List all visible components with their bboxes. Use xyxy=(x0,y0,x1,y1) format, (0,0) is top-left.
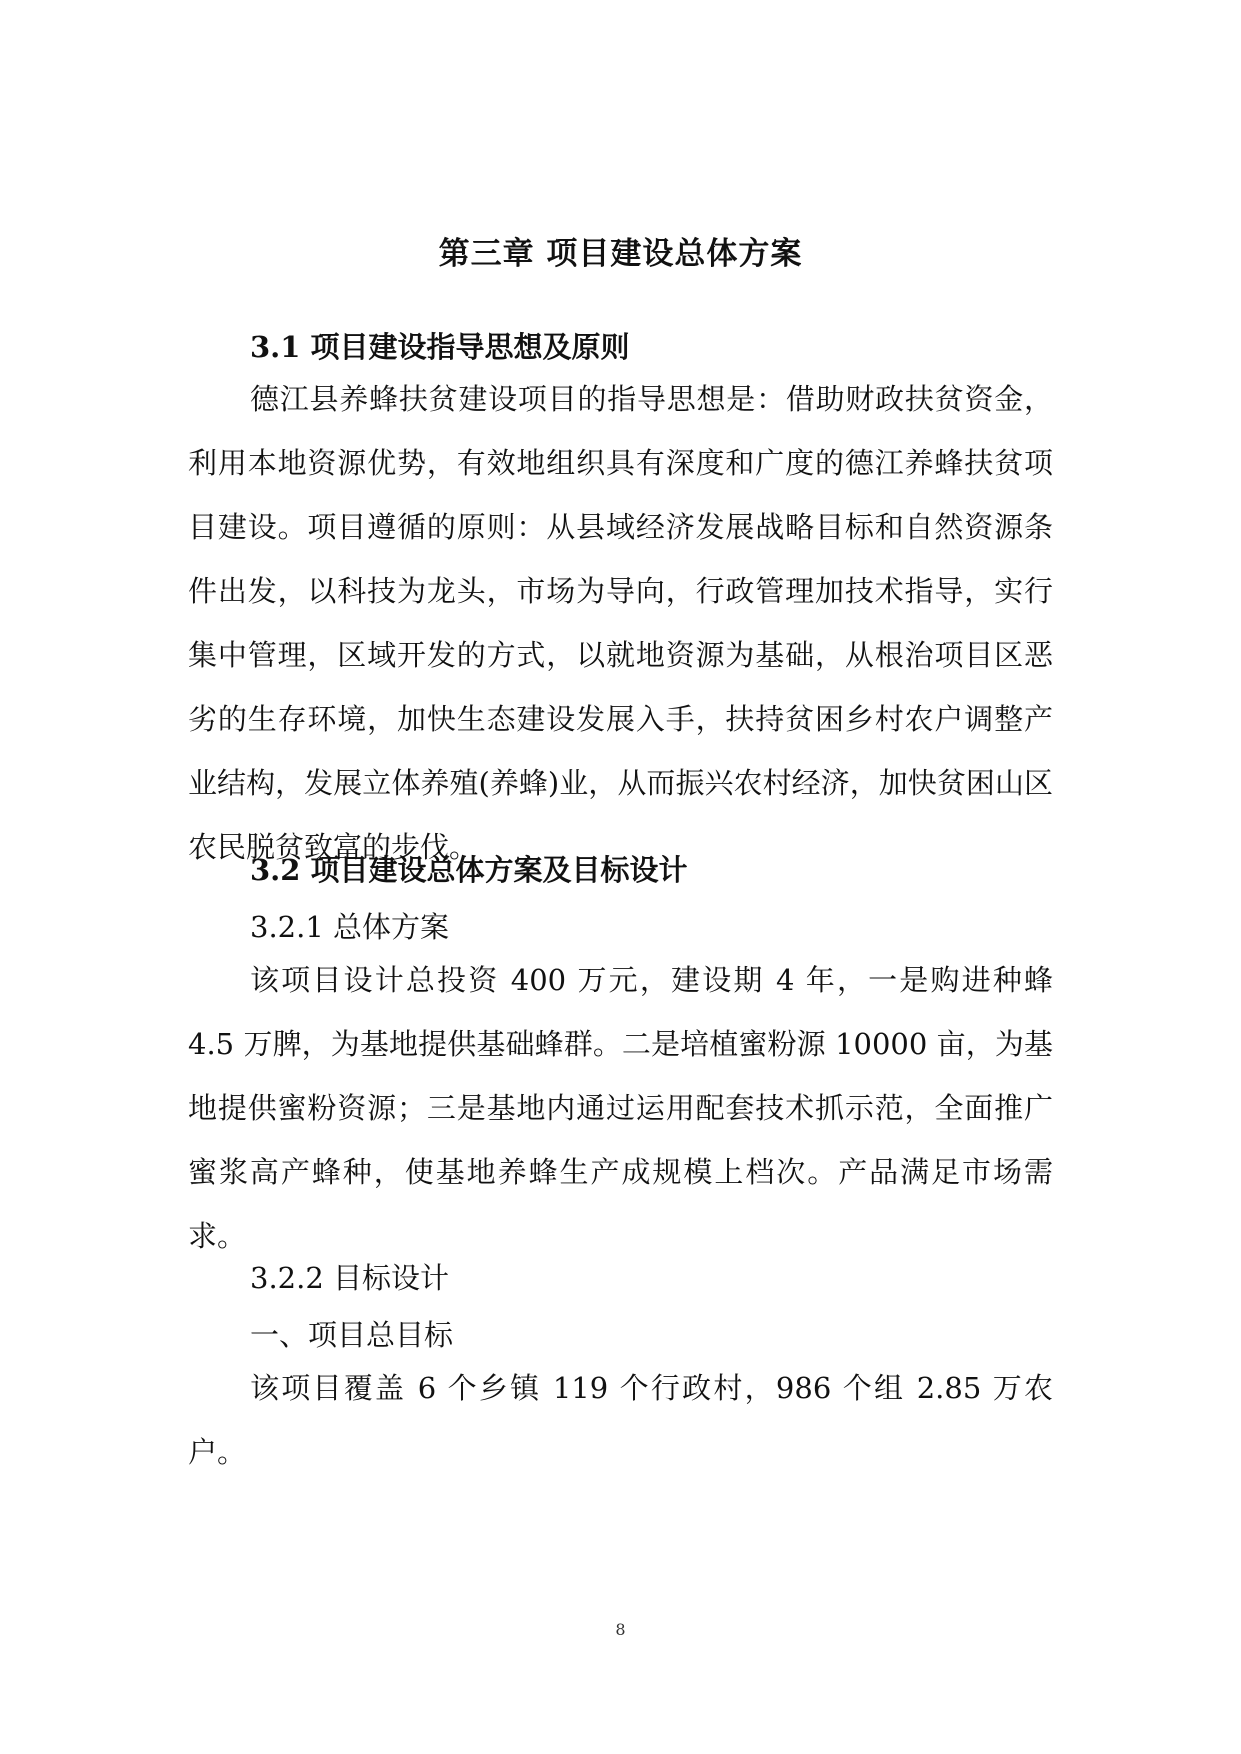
chapter-title: 第三章 项目建设总体方案 xyxy=(438,236,803,272)
section-heading-3-1: 3.1 项目建设指导思想及原则 xyxy=(250,330,630,364)
goal-body: 该项目覆盖 6 个乡镇 119 个行政村，986 个组 2.85 万农户。 xyxy=(188,1371,1053,1469)
goal-title: 一、项目总目标 xyxy=(250,1318,454,1352)
section-heading-3-2: 3.2 项目建设总体方案及目标设计 xyxy=(250,853,688,887)
subsection-title-3-2-2: 3.2.2 目标设计 xyxy=(250,1261,450,1295)
page-number: 8 xyxy=(615,1620,626,1639)
subsection-3-2-1-body: 该项目设计总投资 400 万元，建设期 4 年，一是购进种蜂 4.5 万脾，为基地提供基础蜂群。二是培植蜜粉源 10000 亩，为基地提供蜜粉资源；三是基地内通过运用配套技术抓示范，全面推广蜜浆高产蜂种，使基地养蜂生产成规模上档次。产品满足市场需求。 xyxy=(188,963,1053,1253)
section-3-1-body: 德江县养蜂扶贫建设项目的指导思想是：借助财政扶贫资金，利用本地资源优势，有效地组织具有深度和广度的德江养蜂扶贫项目建设。项目遵循的原则：从县域经济发展战略目标和自然资源条件出发，以科技为龙头，市场为导向，行政管理加技术指导，实行集中管理，区域开发的方式，以就地资源为基础，从根治项目区恶劣的生存环境，加快生态建设发展入手，扶持贫困乡村农户调整产业结构，发展立体养殖(养蜂)业，从而振兴农村经济，加快贫困山区农民脱贫致富的步伐。 xyxy=(188,382,1053,864)
subsection-title-3-2-1: 3.2.1 总体方案 xyxy=(250,910,450,944)
